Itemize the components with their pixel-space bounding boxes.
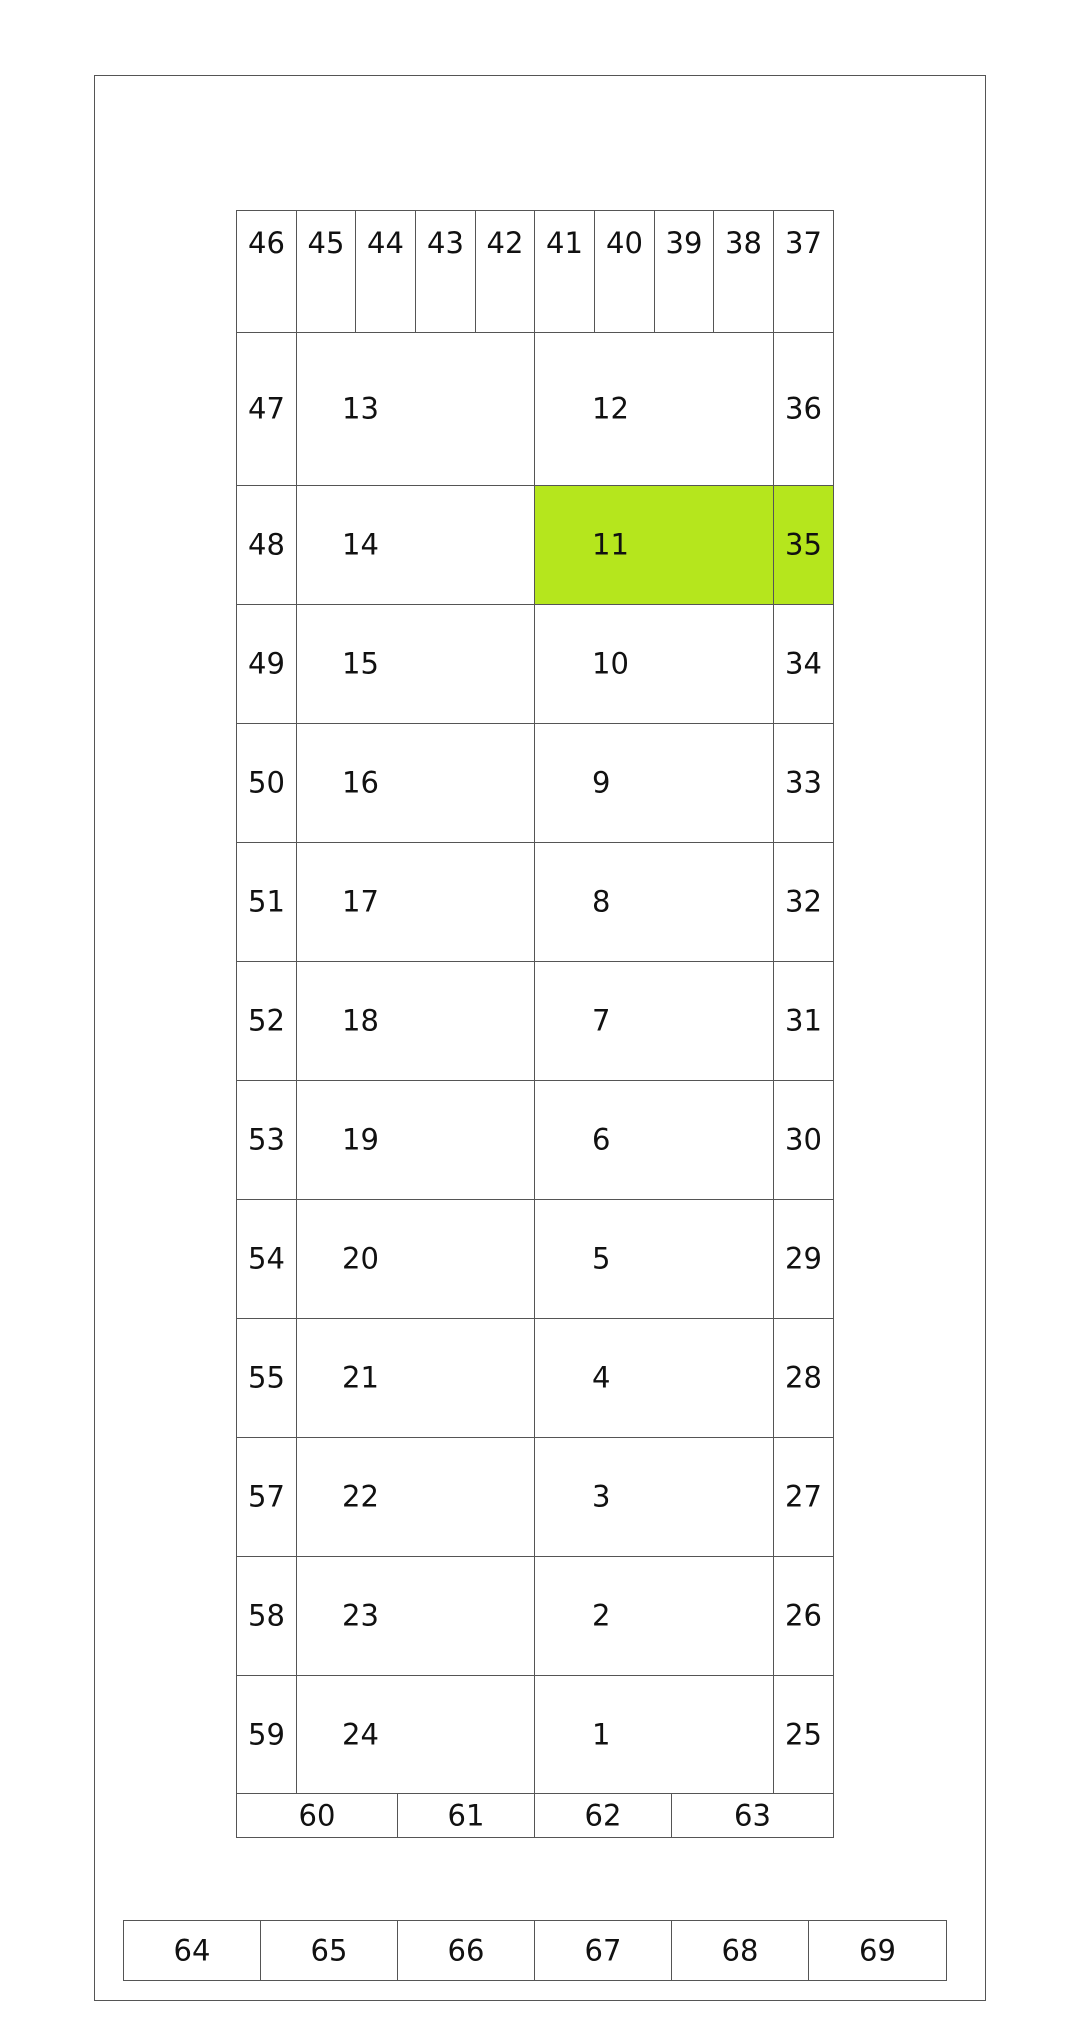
unit-label: 62: [584, 1798, 622, 1832]
unit-30[interactable]: [773, 1080, 834, 1200]
unit-63[interactable]: [671, 1793, 834, 1838]
unit-label: 54: [248, 1241, 285, 1276]
unit-48[interactable]: [236, 485, 297, 605]
unit-label: 15: [342, 646, 379, 681]
unit-27[interactable]: [773, 1437, 834, 1557]
unit-24[interactable]: [296, 1675, 535, 1795]
unit-label: 4: [592, 1360, 611, 1395]
unit-label: 59: [248, 1717, 285, 1752]
unit-43[interactable]: [415, 210, 476, 333]
unit-label: 63: [734, 1798, 771, 1832]
unit-label: 25: [785, 1717, 822, 1752]
unit-33[interactable]: [773, 723, 834, 843]
unit-label: 35: [785, 527, 822, 562]
unit-label: 24: [342, 1717, 379, 1752]
unit-label: 21: [342, 1360, 379, 1395]
unit-label: 55: [248, 1360, 285, 1395]
unit-52[interactable]: [236, 961, 297, 1081]
unit-7[interactable]: [534, 961, 774, 1081]
unit-49[interactable]: [236, 604, 297, 724]
unit-36[interactable]: [773, 332, 834, 486]
unit-label: 49: [248, 646, 285, 681]
unit-label: 14: [342, 527, 379, 562]
unit-62[interactable]: [534, 1793, 672, 1838]
unit-label: 20: [342, 1241, 379, 1276]
unit-42[interactable]: [475, 210, 535, 333]
unit-label: 43: [427, 226, 464, 260]
unit-label: 6: [592, 1122, 611, 1157]
unit-label: 36: [785, 391, 822, 426]
unit-10[interactable]: [534, 604, 774, 724]
unit-label: 58: [248, 1598, 285, 1633]
unit-23[interactable]: [296, 1556, 535, 1676]
unit-66[interactable]: [397, 1920, 535, 1981]
unit-16[interactable]: [296, 723, 535, 843]
unit-39[interactable]: [654, 210, 714, 333]
unit-label: 28: [785, 1360, 822, 1395]
unit-46[interactable]: [236, 210, 297, 333]
unit-label: 30: [785, 1122, 822, 1157]
unit-5[interactable]: [534, 1199, 774, 1319]
unit-18[interactable]: [296, 961, 535, 1081]
unit-57[interactable]: [236, 1437, 297, 1557]
unit-label: 34: [785, 646, 822, 681]
unit-label: 2: [592, 1598, 611, 1633]
unit-label: 23: [342, 1598, 379, 1633]
unit-label: 29: [785, 1241, 822, 1276]
unit-label: 8: [592, 884, 611, 919]
unit-67[interactable]: [534, 1920, 672, 1981]
unit-45[interactable]: [296, 210, 356, 333]
unit-25[interactable]: [773, 1675, 834, 1795]
unit-47[interactable]: [236, 332, 297, 486]
unit-label: 3: [592, 1479, 611, 1514]
unit-35[interactable]: [773, 485, 834, 605]
unit-20[interactable]: [296, 1199, 535, 1319]
unit-40[interactable]: [594, 210, 655, 333]
unit-51[interactable]: [236, 842, 297, 962]
unit-4[interactable]: [534, 1318, 774, 1438]
unit-label: 44: [367, 226, 404, 260]
unit-label: 38: [725, 226, 762, 260]
unit-2[interactable]: [534, 1556, 774, 1676]
unit-61[interactable]: [397, 1793, 535, 1838]
unit-label: 37: [785, 226, 822, 260]
unit-38[interactable]: [713, 210, 774, 333]
unit-8[interactable]: [534, 842, 774, 962]
unit-44[interactable]: [355, 210, 416, 333]
unit-label: 27: [785, 1479, 822, 1514]
unit-28[interactable]: [773, 1318, 834, 1438]
unit-label: 22: [342, 1479, 379, 1514]
unit-15[interactable]: [296, 604, 535, 724]
unit-label: 11: [592, 527, 629, 562]
unit-13[interactable]: [296, 332, 535, 486]
unit-32[interactable]: [773, 842, 834, 962]
unit-29[interactable]: [773, 1199, 834, 1319]
unit-label: 26: [785, 1598, 822, 1633]
unit-label: 65: [310, 1933, 348, 1967]
unit-label: 46: [248, 226, 285, 260]
unit-34[interactable]: [773, 604, 834, 724]
unit-21[interactable]: [296, 1318, 535, 1438]
unit-label: 33: [785, 765, 822, 800]
unit-17[interactable]: [296, 842, 535, 962]
unit-label: 7: [592, 1003, 611, 1038]
unit-label: 45: [307, 226, 345, 260]
unit-58[interactable]: [236, 1556, 297, 1676]
unit-label: 40: [606, 226, 643, 260]
unit-31[interactable]: [773, 961, 834, 1081]
unit-label: 41: [546, 226, 583, 260]
unit-label: 16: [342, 765, 379, 800]
unit-41[interactable]: [534, 210, 595, 333]
unit-54[interactable]: [236, 1199, 297, 1319]
unit-label: 10: [592, 646, 629, 681]
unit-3[interactable]: [534, 1437, 774, 1557]
unit-22[interactable]: [296, 1437, 535, 1557]
unit-59[interactable]: [236, 1675, 297, 1795]
unit-label: 18: [342, 1003, 379, 1038]
unit-label: 13: [342, 391, 379, 426]
unit-label: 12: [592, 391, 629, 426]
unit-label: 67: [584, 1933, 622, 1967]
unit-label: 68: [721, 1933, 759, 1967]
unit-label: 39: [665, 226, 703, 260]
unit-label: 57: [248, 1479, 285, 1514]
unit-label: 66: [447, 1933, 485, 1967]
unit-55[interactable]: [236, 1318, 297, 1438]
unit-label: 51: [248, 884, 285, 919]
unit-label: 52: [248, 1003, 285, 1038]
unit-label: 61: [447, 1798, 485, 1832]
unit-label: 69: [859, 1933, 896, 1967]
unit-label: 42: [486, 226, 524, 260]
unit-53[interactable]: [236, 1080, 297, 1200]
unit-12[interactable]: [534, 332, 774, 486]
unit-label: 47: [248, 391, 285, 426]
unit-19[interactable]: [296, 1080, 535, 1200]
unit-1[interactable]: [534, 1675, 774, 1795]
unit-11[interactable]: [534, 485, 774, 605]
unit-69[interactable]: [808, 1920, 947, 1981]
unit-50[interactable]: [236, 723, 297, 843]
unit-68[interactable]: [671, 1920, 809, 1981]
unit-label: 53: [248, 1122, 285, 1157]
unit-9[interactable]: [534, 723, 774, 843]
unit-label: 5: [592, 1241, 611, 1276]
unit-label: 64: [173, 1933, 211, 1967]
unit-label: 9: [592, 765, 611, 800]
unit-60[interactable]: [236, 1793, 398, 1838]
unit-64[interactable]: [123, 1920, 261, 1981]
unit-label: 60: [298, 1798, 336, 1832]
unit-37[interactable]: [773, 210, 834, 333]
unit-label: 50: [248, 765, 285, 800]
unit-label: 48: [248, 527, 285, 562]
unit-label: 19: [342, 1122, 379, 1157]
unit-6[interactable]: [534, 1080, 774, 1200]
unit-label: 31: [785, 1003, 822, 1038]
unit-26[interactable]: [773, 1556, 834, 1676]
unit-label: 17: [342, 884, 379, 919]
unit-label: 32: [785, 884, 822, 919]
unit-65[interactable]: [260, 1920, 398, 1981]
unit-label: 1: [592, 1717, 611, 1752]
unit-14[interactable]: [296, 485, 535, 605]
